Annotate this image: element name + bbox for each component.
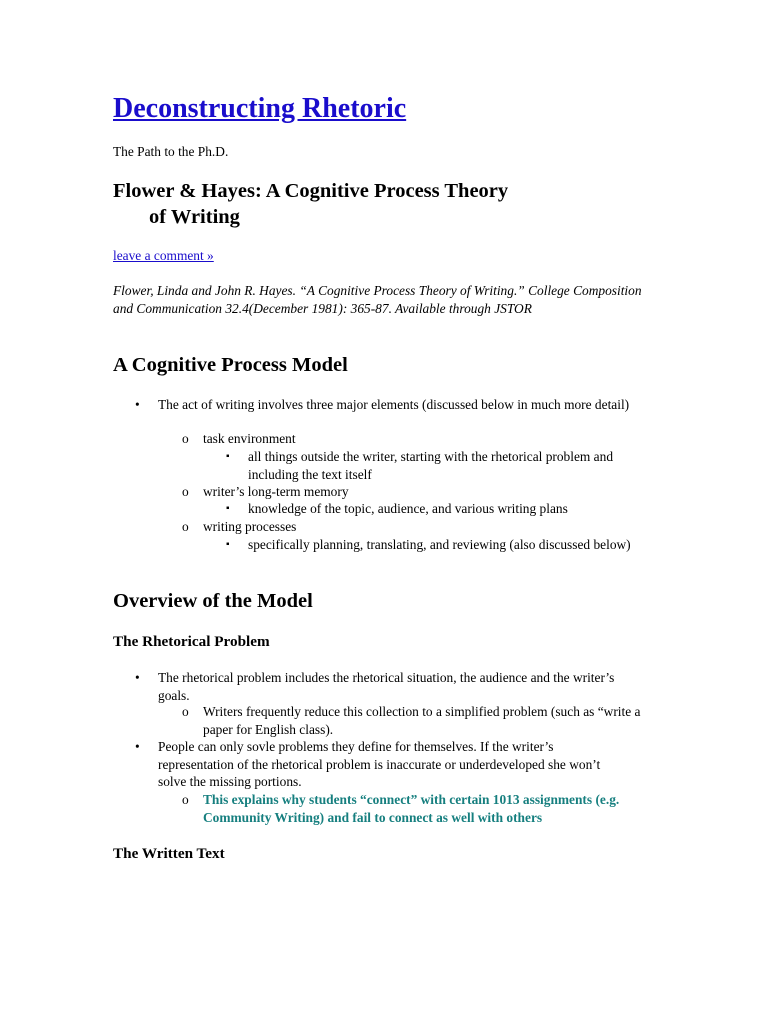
bullet-square: ▪ — [226, 451, 230, 462]
bullet-circle: o — [182, 484, 189, 499]
subheading-written-text: The Written Text — [113, 845, 225, 862]
list-item: knowledge of the topic, audience, and various writing plans — [248, 501, 568, 516]
site-title-link[interactable]: Deconstructing Rhetoric — [113, 93, 407, 124]
site-tagline: The Path to the Ph.D. — [113, 144, 229, 159]
bullet-square: ▪ — [226, 503, 230, 514]
list-item: The rhetorical problem includes the rhetorical situation, the audience and the writer’s goals. — [158, 670, 615, 703]
section-heading-cognitive-model: A Cognitive Process Model — [113, 354, 348, 376]
list-item: specifically planning, translating, and reviewing (also discussed below) — [248, 537, 631, 552]
bullet-circle: o — [182, 792, 189, 807]
post-title-line-2: of Writing — [149, 206, 240, 228]
citation: Flower, Linda and John R. Hayes. “A Cognitive Process Theory of Writing.” College Composition and Communication 32.4(December 1981): 365-87. Available through JSTOR — [113, 283, 642, 316]
list-item: People can only sovle problems they define for themselves. If the writer’s representation of the rhetorical problem is inaccurate or underdeveloped she won’t solve the missing portions. — [158, 739, 601, 789]
bullet-circle: o — [182, 519, 189, 534]
post-title — [113, 178, 593, 230]
section-heading-overview: Overview of the Model — [113, 590, 313, 612]
list-item: Writers frequently reduce this collection to a simplified problem (such as “write a paper for English class). — [203, 704, 641, 737]
list-item: all things outside the writer, starting with the rhetorical problem and including the text itself — [248, 449, 614, 482]
leave-comment-link[interactable]: leave a comment » — [113, 248, 214, 263]
bullet-disc: • — [135, 739, 140, 754]
bullet-circle: o — [182, 431, 189, 446]
subheading-rhetorical-problem: The Rhetorical Problem — [113, 633, 270, 650]
post-title-line-1: Flower & Hayes: A Cognitive Process Theory — [113, 180, 509, 202]
bullet-square: ▪ — [226, 539, 230, 550]
list-item: task environment — [203, 431, 296, 446]
list-item: The act of writing involves three major elements (discussed below in much more detail) — [158, 397, 630, 412]
list-item: writing processes — [203, 519, 297, 534]
highlighted-note: This explains why students “connect” with certain 1013 assignments (e.g. Community Writing) and fail to connect as well with others — [203, 792, 620, 825]
bullet-disc: • — [135, 397, 140, 412]
list-item: writer’s long-term memory — [203, 484, 349, 499]
bullet-circle: o — [182, 704, 189, 719]
bullet-disc: • — [135, 670, 140, 685]
